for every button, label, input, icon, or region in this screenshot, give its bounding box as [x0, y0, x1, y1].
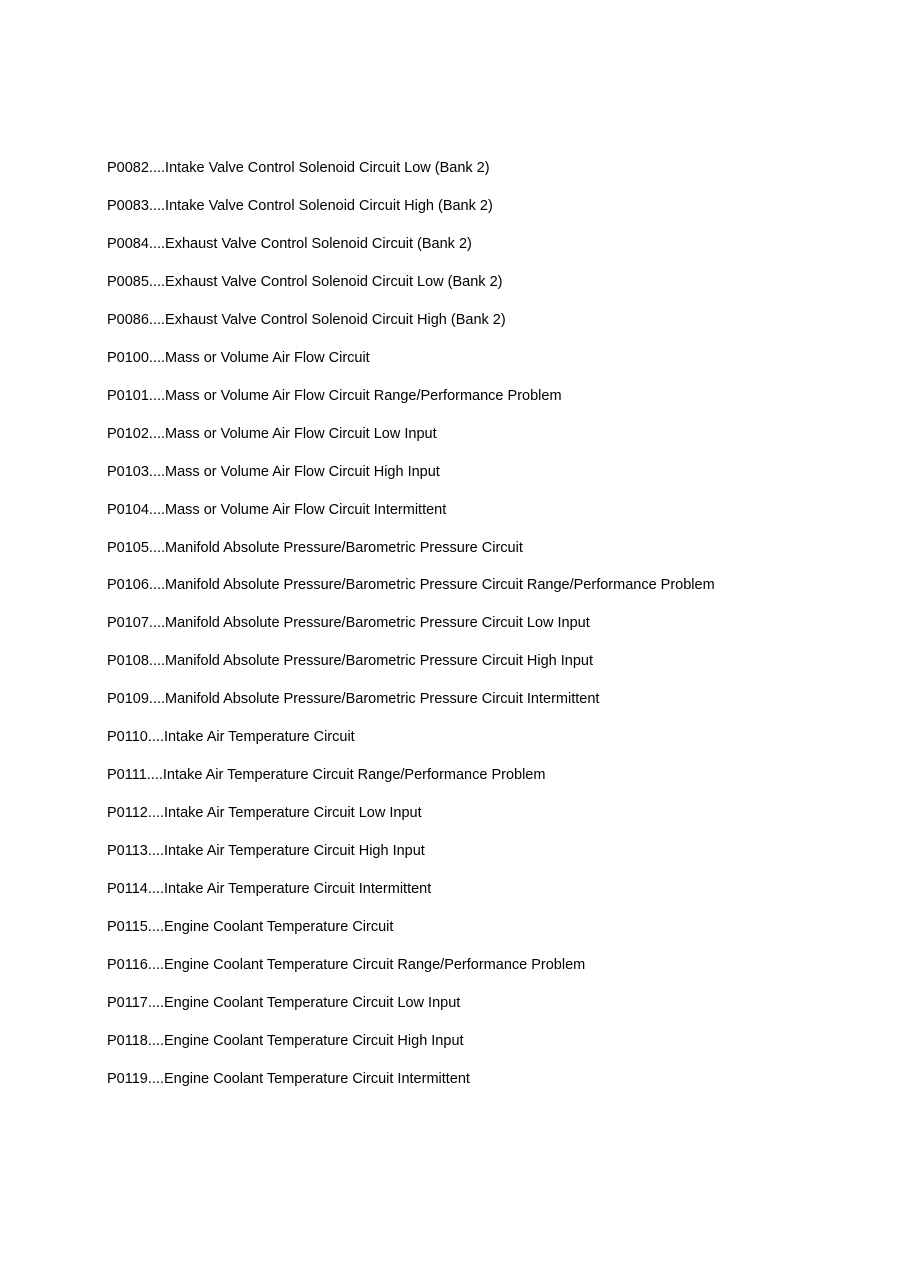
code-line-p0101: P0101....Mass or Volume Air Flow Circuit Range/Performance Problem — [107, 387, 562, 404]
code-line-p0085: P0085....Exhaust Valve Control Solenoid Circuit Low (Bank 2) — [107, 273, 503, 290]
code-line-p0113: P0113....Intake Air Temperature Circuit High Input — [107, 843, 425, 860]
code-line-p0105: P0105....Manifold Absolute Pressure/Barometric Pressure Circuit — [107, 539, 523, 556]
code-line-p0103: P0103....Mass or Volume Air Flow Circuit High Input — [107, 463, 440, 480]
code-line-p0109: P0109....Manifold Absolute Pressure/Barometric Pressure Circuit Intermittent — [107, 691, 600, 708]
code-line-p0115: P0115....Engine Coolant Temperature Circuit — [107, 919, 394, 936]
code-line-p0100: P0100....Mass or Volume Air Flow Circuit — [107, 349, 370, 366]
code-line-p0102: P0102....Mass or Volume Air Flow Circuit Low Input — [107, 425, 437, 442]
code-line-p0118: P0118....Engine Coolant Temperature Circuit High Input — [107, 1032, 464, 1049]
code-line-p0110: P0110....Intake Air Temperature Circuit — [107, 729, 355, 746]
code-line-p0107: P0107....Manifold Absolute Pressure/Barometric Pressure Circuit Low Input — [107, 615, 590, 632]
code-line-p0112: P0112....Intake Air Temperature Circuit Low Input — [107, 805, 422, 822]
code-line-p0114: P0114....Intake Air Temperature Circuit Intermittent — [107, 881, 432, 898]
code-line-p0084: P0084....Exhaust Valve Control Solenoid Circuit (Bank 2) — [107, 235, 472, 252]
code-line-p0117: P0117....Engine Coolant Temperature Circuit Low Input — [107, 994, 461, 1011]
code-line-p0104: P0104....Mass or Volume Air Flow Circuit Intermittent — [107, 501, 447, 518]
code-line-p0119: P0119....Engine Coolant Temperature Circuit Intermittent — [107, 1070, 470, 1087]
code-line-p0108: P0108....Manifold Absolute Pressure/Barometric Pressure Circuit High Input — [107, 653, 593, 670]
code-line-p0106: P0106....Manifold Absolute Pressure/Barometric Pressure Circuit Range/Performance Problem — [107, 577, 715, 594]
code-line-p0082: P0082....Intake Valve Control Solenoid Circuit Low (Bank 2) — [107, 160, 490, 176]
code-line-p0111: P0111....Intake Air Temperature Circuit Range/Performance Problem — [107, 767, 546, 784]
code-line-p0116: P0116....Engine Coolant Temperature Circuit Range/Performance Problem — [107, 957, 586, 974]
trouble-code-list — [107, 157, 715, 1106]
code-line-p0083: P0083....Intake Valve Control Solenoid Circuit High (Bank 2) — [107, 197, 493, 214]
code-line-p0086: P0086....Exhaust Valve Control Solenoid Circuit High (Bank 2) — [107, 311, 506, 328]
